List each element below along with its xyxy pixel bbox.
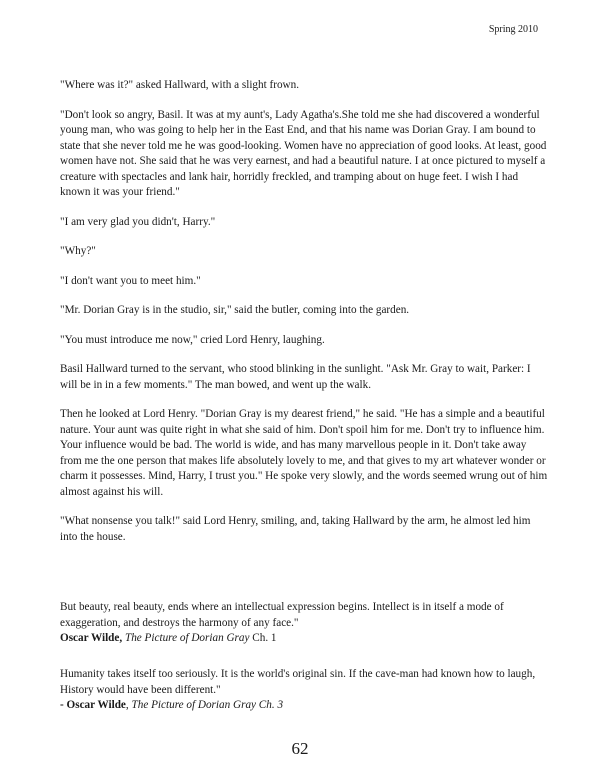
story-text bbox=[60, 78, 550, 559]
quote-block-2 bbox=[60, 667, 550, 714]
paragraph: "I don't want you to meet him." bbox=[60, 274, 201, 287]
quote-attribution bbox=[60, 698, 550, 714]
paragraph: Basil Hallward turned to the servant, who stood blinking in the sunlight. "Ask Mr. Gray to wait, Parker: I will be in in a few moments." The man bowed, and went up the walk. bbox=[60, 363, 531, 391]
paragraph: Then he looked at Lord Henry. "Dorian Gray is my dearest friend," he said. "He has a simple and a beautiful nature. Your aunt was quite right in what she said of him. Don't spoil him for me. Don't try to influence him. Your influence would be bad. The world is wide, and has many marvellous people in it. Don't take away from me the one person that makes life absolutely lovely to me, and that gives to my art whatever wonder or charm it possesses. Mind, Harry, I trust you." He spoke very slowly, and the words seemed wrung out of him almost against his will. bbox=[60, 408, 548, 498]
paragraph: "I am very glad you didn't, Harry." bbox=[60, 215, 216, 228]
quote-chapter: Ch. 1 bbox=[249, 632, 277, 644]
paragraph: "Mr. Dorian Gray is in the studio, sir," said the butler, coming into the garden. bbox=[60, 304, 410, 316]
quote-prefix: - bbox=[60, 699, 67, 711]
quote-block-1 bbox=[60, 600, 550, 647]
quote-work: The Picture of Dorian Gray Ch. 3 bbox=[131, 699, 284, 711]
quote-attribution bbox=[60, 631, 550, 647]
page-header-date: Spring 2010 bbox=[488, 24, 538, 35]
paragraph: "Why?" bbox=[60, 245, 96, 257]
quote-work: The Picture of Dorian Gray bbox=[124, 632, 250, 644]
paragraph: "Don't look so angry, Basil. It was at my aunt's, Lady Agatha's.She told me she had discovered a wonderful young man, who was going to help her in the East End, and that his name was Dorian Gray. I am bound to state that she never told me he was good-looking. Women have no appreciation of good looks. At least, good women have not. She said that he was very earnest, and had a beautiful nature. I at once pictured to myself a creature with spectacles and lank hair, horridly freckled, and tramping about on huge feet. I wish I had known it was your friend." bbox=[60, 108, 547, 198]
paragraph: "Where was it?" asked Hallward, with a slight frown. bbox=[60, 79, 300, 91]
page-number: 62 bbox=[291, 739, 309, 758]
quote-text: But beauty, real beauty, ends where an intellectual expression begins. Intellect is in itself a mode of exaggeration, and destroys the harmony of any face." bbox=[60, 601, 504, 629]
quote-text: Humanity takes itself too seriously. It is the world's original sin. If the cave-man had known how to laugh, History would have been different." bbox=[60, 668, 536, 696]
quote-separator: , bbox=[125, 699, 132, 711]
paragraph: "You must introduce me now," cried Lord Henry, laughing. bbox=[60, 333, 325, 346]
paragraph: "What nonsense you talk!" said Lord Henry, smiling, and, taking Hallward by the arm, he almost led him into the house. bbox=[60, 515, 531, 543]
quote-author: Oscar Wilde, bbox=[60, 632, 123, 644]
quote-author: Oscar Wilde bbox=[66, 699, 126, 711]
